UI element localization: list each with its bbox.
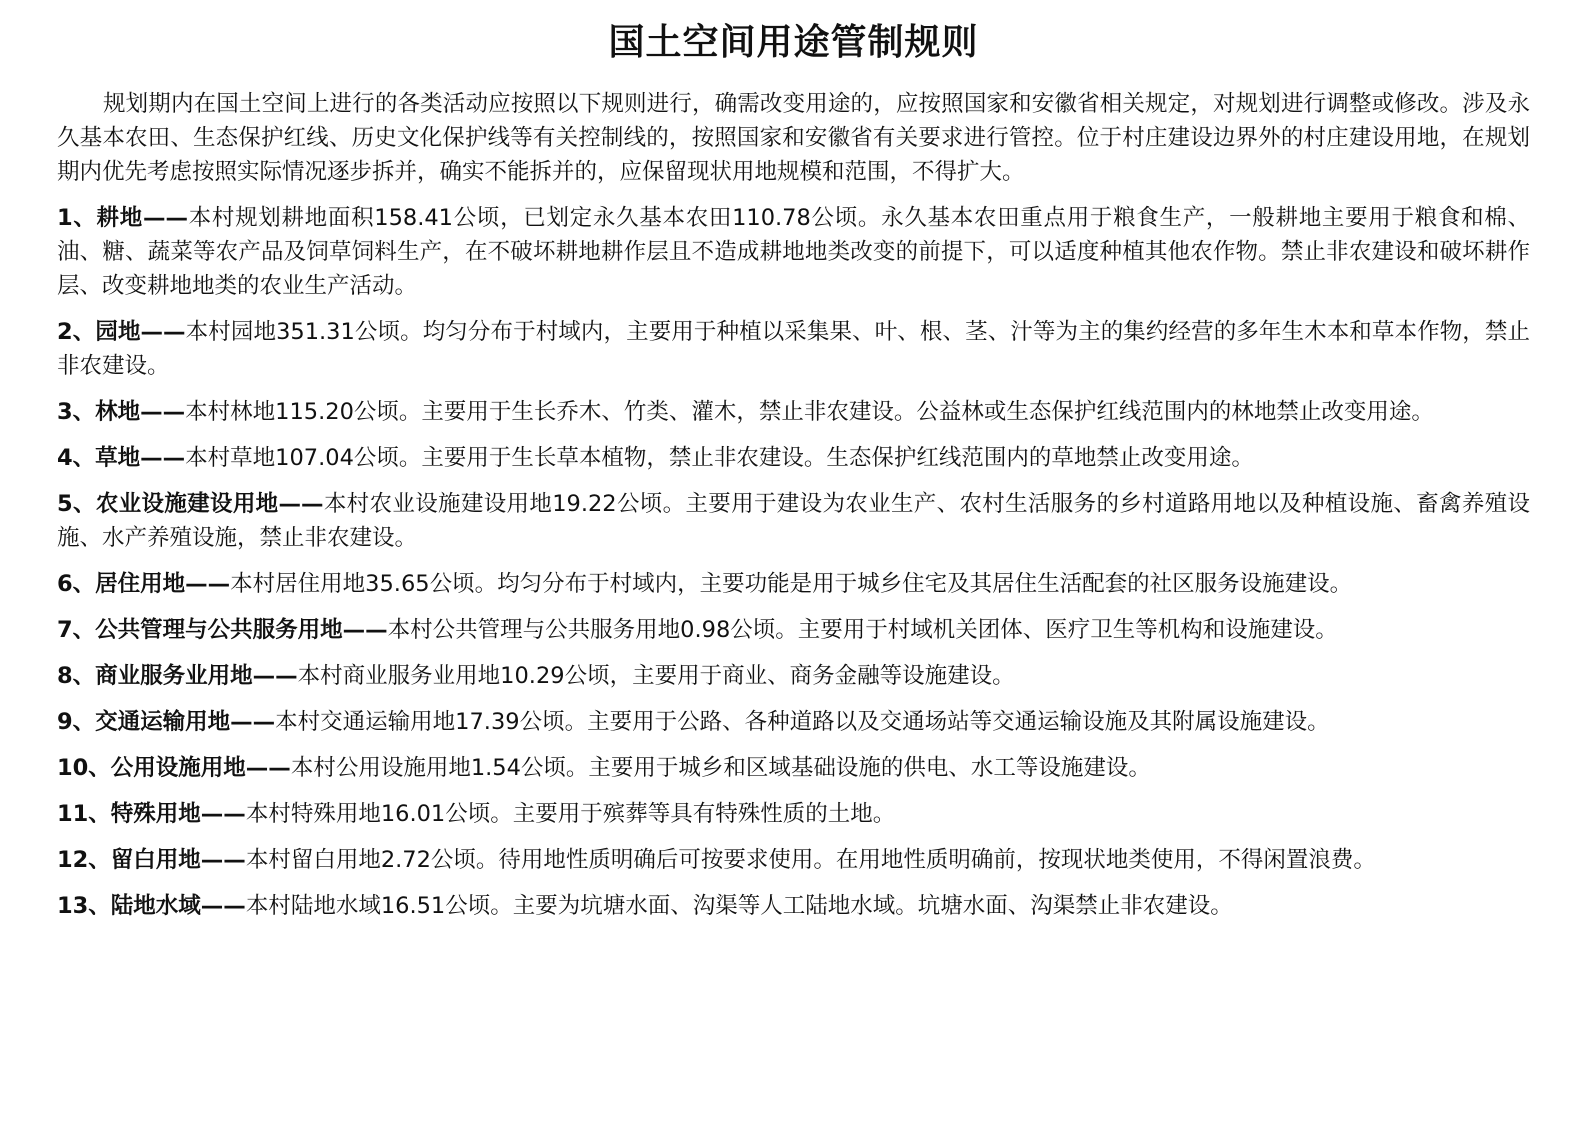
rule-text: 本村园地351.31公顷。均匀分布于村域内，主要用于种植以采集果、叶、根、茎、汁等为主的集约经营的多年生木本和草本作物，禁止非农建设。	[57, 319, 1531, 379]
rule-heading: 13、陆地水域——	[57, 893, 246, 919]
rule-item-garden-land	[57, 315, 1530, 383]
rule-heading: 12、留白用地——	[57, 847, 246, 873]
document-title: 国土空间用途管制规则	[608, 22, 979, 63]
rule-heading: 2、园地——	[57, 319, 186, 345]
rule-heading: 5、农业设施建设用地——	[57, 491, 324, 517]
rule-item-commercial-land	[57, 659, 1530, 693]
rule-list	[57, 201, 1530, 923]
rule-item-special-land	[57, 797, 1530, 831]
rule-text: 本村草地107.04公顷。主要用于生长草本植物，禁止非农建设。生态保护红线范围内的草地禁止改变用途。	[185, 445, 1254, 471]
rule-text: 本村居住用地35.65公顷。均匀分布于村域内，主要功能是用于城乡住宅及其居住生活配套的社区服务设施建设。	[230, 571, 1353, 597]
rule-text: 本村特殊用地16.01公顷。主要用于殡葬等具有特殊性质的土地。	[245, 801, 896, 827]
rule-item-agricultural-facility-land	[57, 487, 1530, 555]
rule-text: 本村陆地水域16.51公顷。主要为坑塘水面、沟渠等人工陆地水域。坑塘水面、沟渠禁止非农建设。	[245, 893, 1233, 919]
rule-heading: 10、公用设施用地——	[57, 755, 291, 781]
rule-heading: 7、公共管理与公共服务用地——	[57, 617, 388, 643]
rule-item-grassland	[57, 441, 1530, 475]
rule-text: 本村公共管理与公共服务用地0.98公顷。主要用于村域机关团体、医疗卫生等机构和设施建设。	[387, 617, 1338, 643]
rule-text: 本村留白用地2.72公顷。待用地性质明确后可按要求使用。在用地性质明确前，按现状地类使用，不得闲置浪费。	[245, 847, 1376, 873]
rule-heading: 11、特殊用地——	[57, 801, 246, 827]
rule-heading: 9、交通运输用地——	[57, 709, 276, 735]
rule-heading: 3、林地——	[57, 399, 186, 425]
rule-heading: 8、商业服务业用地——	[57, 663, 298, 689]
rule-item-cropland	[57, 201, 1530, 303]
rule-item-land-water-area	[57, 889, 1530, 923]
intro-paragraph: 规划期内在国土空间上进行的各类活动应按照以下规则进行，确需改变用途的，应按照国家和安徽省相关规定，对规划进行调整或修改。涉及永久基本农田、生态保护红线、历史文化保护线等有关控制线的，按照国家和安徽省有关要求进行管控。位于村庄建设边界外的村庄建设用地，在规划期内优先考虑按照实际情况逐步拆并，确实不能拆并的，应保留现状用地规模和范围，不得扩大。	[57, 91, 1530, 185]
rule-text: 本村规划耕地面积158.41公顷，已划定永久基本农田110.78公顷。永久基本农田重点用于粮食生产，一般耕地主要用于粮食和棉、油、糖、蔬菜等农产品及饲草饲料生产，在不破坏耕地耕作层且不造成耕地地类改变的前提下，可以适度种植其他农作物。禁止非农建设和破坏耕作层、改变耕地地类的农业生产活动。	[57, 205, 1531, 299]
rule-item-utility-land	[57, 751, 1530, 785]
rule-text: 本村公用设施用地1.54公顷。主要用于城乡和区域基础设施的供电、水工等设施建设。	[290, 755, 1151, 781]
rule-heading: 1、耕地——	[57, 205, 188, 231]
rule-item-forest-land	[57, 395, 1530, 429]
rule-heading: 6、居住用地——	[57, 571, 231, 597]
rule-heading: 4、草地——	[57, 445, 186, 471]
rule-text: 本村林地115.20公顷。主要用于生长乔木、竹类、灌木，禁止非农建设。公益林或生态保护红线范围内的林地禁止改变用途。	[185, 399, 1434, 425]
document-page	[57, 0, 1530, 935]
rule-item-public-service-land	[57, 613, 1530, 647]
rule-text: 本村商业服务业用地10.29公顷，主要用于商业、商务金融等设施建设。	[297, 663, 1015, 689]
rule-text: 本村交通运输用地17.39公顷。主要用于公路、各种道路以及交通场站等交通运输设施及其附属设施建设。	[275, 709, 1330, 735]
rule-item-reserved-land	[57, 843, 1530, 877]
rule-text: 本村农业设施建设用地19.22公顷。主要用于建设为农业生产、农村生活服务的乡村道路用地以及种植设施、畜禽养殖设施、水产养殖设施，禁止非农建设。	[57, 491, 1531, 551]
rule-item-residential-land	[57, 567, 1530, 601]
rule-item-transport-land	[57, 705, 1530, 739]
